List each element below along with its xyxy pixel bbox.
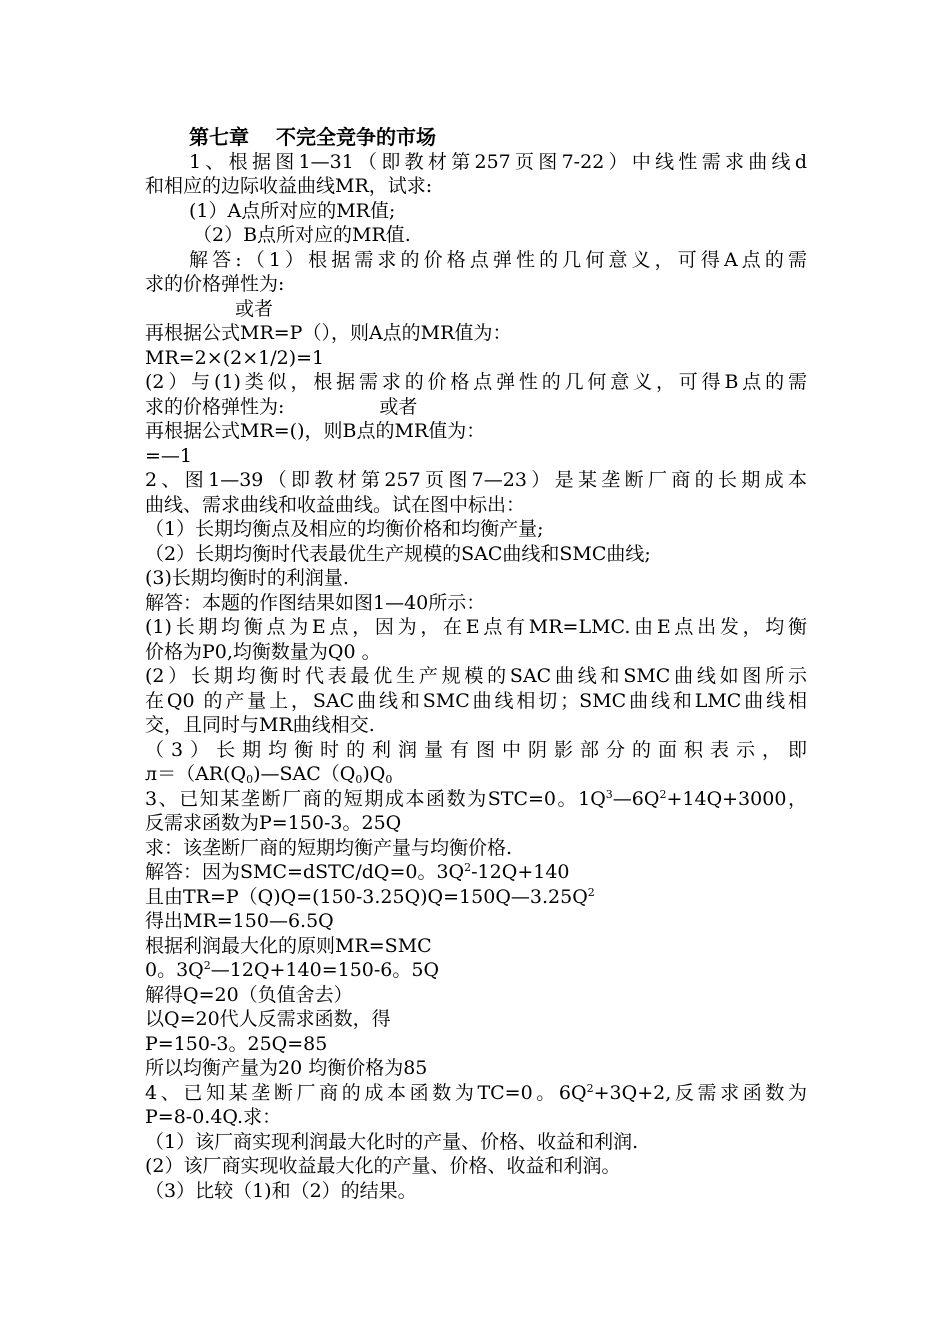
text-line: 求：该垄断厂商的短期均衡产量与均衡价格. — [145, 836, 513, 859]
text-line: P=150-3。25Q=85 — [145, 1032, 328, 1055]
text-line: （2）B点所对应的MR值. — [193, 224, 411, 246]
text-line: （2）长期均衡时代表最优生产规模的SAC曲线和SMC曲线; — [145, 542, 651, 565]
text-line: （1）长期均衡点及相应的均衡价格和均衡产量; — [145, 518, 544, 540]
text-line: (1）A点所对应的MR值; — [189, 199, 396, 222]
text-line: 或者 — [235, 297, 274, 320]
text-line: 所以均衡产量为20 均衡价格为85 — [145, 1057, 428, 1079]
text-line: (2）长期均衡时代表最优生产规模的SAC曲线和SMC曲线如图所示 — [145, 665, 807, 687]
text-line: 求的价格弹性为: — [145, 273, 285, 295]
text-line: $л=(AR(Q_0)—SAC(Q_0)Q_0$ — [145, 763, 393, 786]
text-line: P=8-0.4Q.求： — [145, 1106, 282, 1128]
text-line: 3、已知某垄断厂商的短期成本函数为STC=0。$1Q^3—6Q^2+14Q+3000$， — [145, 787, 807, 810]
text-line: 交，且同时与MR曲线相交. — [145, 714, 375, 736]
text-line: （3）比较（1)和（2）的结果。 — [145, 1179, 417, 1202]
chapter-title: 第七章 不完全竞争的市场 — [189, 125, 436, 149]
text-line: 曲线、需求曲线和收益曲线。试在图中标出： — [145, 493, 526, 516]
text-line: (2）该厂商实现收益最大化的产量、价格、收益和利润。 — [145, 1155, 621, 1177]
text-line: （3）长期均衡时的利润量有图中阴影部分的面积表示，即 — [145, 738, 807, 761]
text-line: 0。$3Q^2—12Q+140=150-6$。5Q — [145, 959, 440, 981]
text-line: 再根据公式MR=P（），则A点的MR值为： — [145, 322, 512, 344]
paragraph-lines — [145, 150, 807, 1204]
text-line: 求的价格弹性为: 或者 — [145, 395, 418, 418]
text-line: （1）该厂商实现利润最大化时的产量、价格、收益和利润. — [145, 1130, 639, 1153]
text-line: 解答：因为SMC=dSTC/dQ=0。$3Q^2-12Q+140$ — [145, 861, 570, 883]
text-line: 价格为P0,均衡数量为Q0 。 — [145, 640, 381, 663]
text-line: 反需求函数为P=150-3。25Q — [145, 812, 402, 834]
text-line: =—1 — [145, 444, 193, 467]
text-line: 解答:（1）根据需求的价格点弹性的几何意义，可得A点的需 — [189, 248, 807, 271]
text-line: (3)长期均衡时的利润量. — [145, 567, 349, 589]
text-line: 解答：本题的作图结果如图1—40所示： — [145, 591, 486, 614]
text-line: 在Q0 的产量上，SAC曲线和SMC曲线相切；SMC曲线和LMC曲线相 — [145, 689, 807, 712]
text-line: 再根据公式MR=()，则B点的MR值为： — [145, 420, 486, 442]
text-line: MR=2×(2×1/2)=1 — [145, 346, 325, 369]
document-body — [145, 125, 807, 1203]
text-line: 和相应的边际收益曲线MR，试求: — [145, 175, 433, 197]
text-line: 4、已知某垄断厂商的成本函数为TC=0。$6Q^2+3Q+2$,反需求函数为 — [145, 1081, 807, 1104]
text-line: 且由$TR=P(Q)Q=(150-3.25Q)Q=150Q—3.25Q^2$ — [145, 885, 595, 908]
text-line: 1、根据图1—31（即教材第257页图7-22）中线性需求曲线d — [189, 150, 807, 173]
text-line: 得出MR=150—6.5Q — [145, 910, 334, 932]
text-line: 以Q=20代人反需求函数，得 — [145, 1008, 391, 1030]
text-line: 根据利润最大化的原则MR=SMC — [145, 934, 432, 957]
text-line: (1)长期均衡点为E点，因为，在E点有MR=LMC.由E点出发，均衡 — [145, 616, 807, 638]
text-line: (2）与(1)类似，根据需求的价格点弹性的几何意义，可得B点的需 — [145, 371, 807, 393]
text-line: 2、图1—39（即教材第257页图7—23）是某垄断厂商的长期成本 — [145, 469, 807, 491]
text-line: 解得Q=20（负值舍去） — [145, 983, 353, 1006]
